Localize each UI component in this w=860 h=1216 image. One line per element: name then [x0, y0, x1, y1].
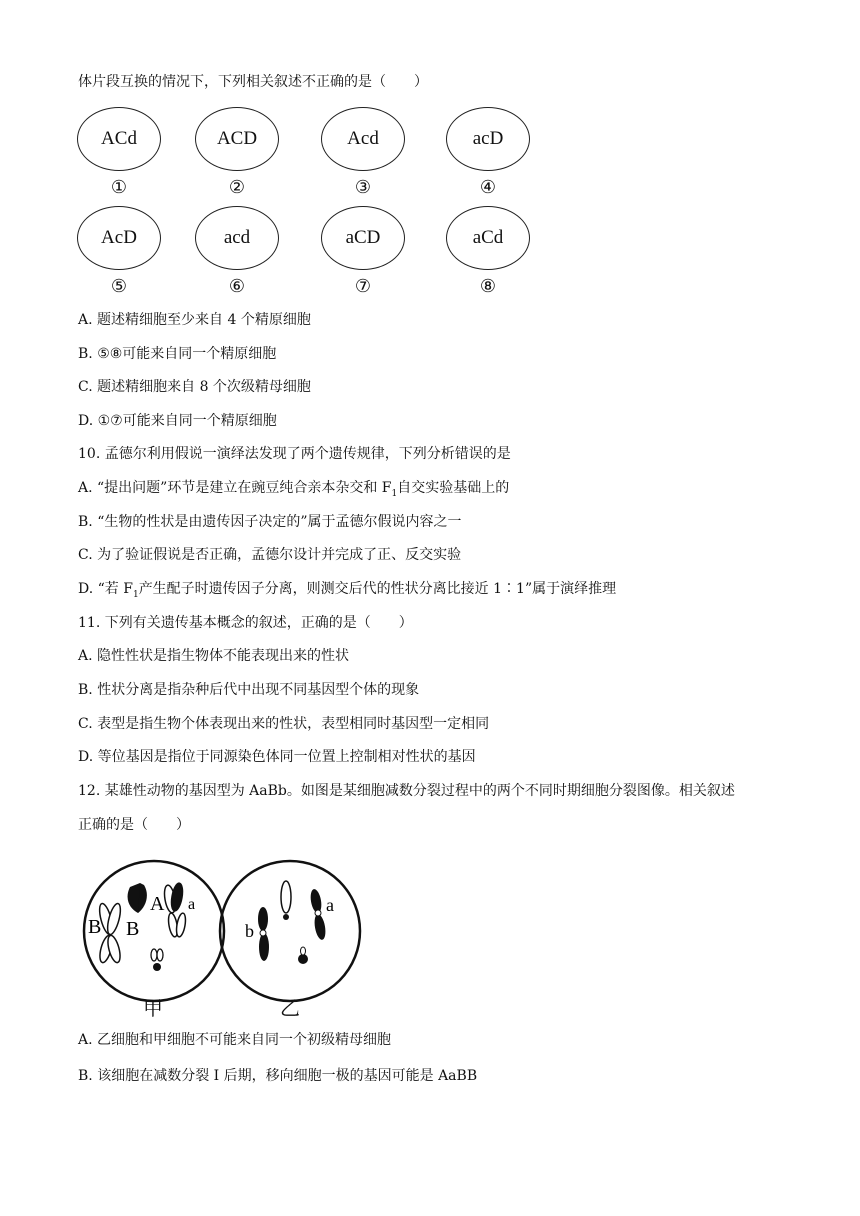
q10d-text-1: D. “若 F: [78, 581, 133, 597]
cell-1-genotype: ACd: [77, 107, 161, 171]
cell-8-genotype: aCd: [446, 206, 530, 270]
q9-option-d: D. ①⑦可能来自同一个精原细胞: [78, 413, 277, 429]
jia-gene-B-left: B: [88, 916, 102, 938]
jia-chromosome-small: [151, 949, 163, 971]
yi-chromosome-a: [309, 888, 327, 940]
q10a-text-1: A. “提出问题”环节是建立在豌豆纯合亲本杂交和 F: [78, 480, 392, 496]
cell-2-genotype: ACD: [195, 107, 279, 171]
q10d-text-2: 产生配子时遗传因子分离，则测交后代的性状分离比接近 1∶1”属于演绎推理: [138, 581, 617, 597]
question-12-stem-line-2: 正确的是（ ）: [78, 817, 190, 833]
q12-option-a: A. 乙细胞和甲细胞不可能来自同一个初级精母细胞: [78, 1032, 392, 1048]
cell-8: [443, 206, 533, 297]
q10a-subscript: 1: [391, 488, 398, 499]
cell-4-genotype: acD: [446, 107, 530, 171]
q11-option-d: D. 等位基因是指位于同源染色体同一位置上控制相对性状的基因: [78, 749, 476, 765]
q9-option-a: A. 题述精细胞至少来自 4 个精原细胞: [78, 312, 311, 328]
jia-chromosome-black-top: [128, 883, 147, 913]
yi-gene-a: a: [326, 895, 334, 915]
cell-5: [74, 206, 164, 297]
yi-gene-b: b: [245, 921, 254, 941]
q11-option-c: C. 表型是指生物个体表现出来的性状，表型相同时基因型一定相同: [78, 716, 490, 732]
cell-3: [318, 107, 408, 198]
jia-chromosome-A: [163, 882, 187, 937]
cell-1: [74, 107, 164, 198]
cell-3-genotype: Acd: [321, 107, 405, 171]
yi-chromosome-b: [258, 907, 269, 961]
meiosis-figure: [80, 855, 370, 1025]
jia-gene-A: A: [150, 893, 165, 915]
question-11-stem: 11. 下列有关遗传基本概念的叙述，正确的是（ ）: [78, 615, 413, 631]
cell-7-genotype: aCD: [321, 206, 405, 270]
cell-4-number: ④: [479, 177, 497, 198]
q10-option-d: [78, 579, 616, 605]
q10-option-b: B. “生物的性状是由遗传因子决定的”属于孟德尔假说内容之一: [78, 514, 462, 530]
jia-gene-B-right: B: [126, 918, 140, 940]
q10-option-a: [78, 478, 509, 504]
question-9-stem-tail: 体片段互换的情况下，下列相关叙述不正确的是（ ）: [78, 74, 428, 90]
q10-option-c: C. 为了验证假说是否正确，孟德尔设计并完成了正、反交实验: [78, 547, 462, 563]
cell-6-number: ⑥: [228, 276, 246, 297]
yi-label: 乙: [280, 996, 300, 1020]
yi-cell-membrane: [220, 861, 360, 1001]
cell-3-number: ③: [354, 177, 372, 198]
question-12-stem-line-1: 12. 某雄性动物的基因型为 AaBb。如图是某细胞减数分裂过程中的两个不同时期细胞分裂图像。相关叙述: [78, 783, 735, 799]
cell-2: [192, 107, 282, 198]
cell-8-number: ⑧: [479, 276, 497, 297]
q10d-subscript: 1: [132, 589, 139, 600]
cell-6-genotype: acd: [195, 206, 279, 270]
q11-option-b: B. 性状分离是指杂种后代中出现不同基因型个体的现象: [78, 682, 420, 698]
yi-chromosome-small: [298, 947, 308, 964]
cell-5-genotype: AcD: [77, 206, 161, 270]
q11-option-a: A. 隐性性状是指生物体不能表现出来的性状: [78, 648, 350, 664]
cell-1-number: ①: [110, 177, 128, 198]
yi-chromosome-top: [281, 881, 291, 920]
cell-6: [192, 206, 282, 297]
q9-option-c: C. 题述精细胞来自 8 个次级精母细胞: [78, 379, 311, 395]
q12-option-b: B. 该细胞在减数分裂 I 后期，移向细胞一极的基因可能是 AaBB: [78, 1068, 478, 1084]
cell-2-number: ②: [228, 177, 246, 198]
q9-option-b: B. ⑤⑧可能来自同一个精原细胞: [78, 346, 277, 362]
jia-label: 甲: [143, 996, 163, 1020]
cell-7: [318, 206, 408, 297]
question-10-stem: 10. 孟德尔利用假说一演绎法发现了两个遗传规律，下列分析错误的是: [78, 446, 511, 462]
cell-4: [443, 107, 533, 198]
jia-gene-a: a: [188, 896, 196, 913]
cell-5-number: ⑤: [110, 276, 128, 297]
cell-7-number: ⑦: [354, 276, 372, 297]
q10a-text-2: 自交实验基础上的: [397, 480, 510, 496]
